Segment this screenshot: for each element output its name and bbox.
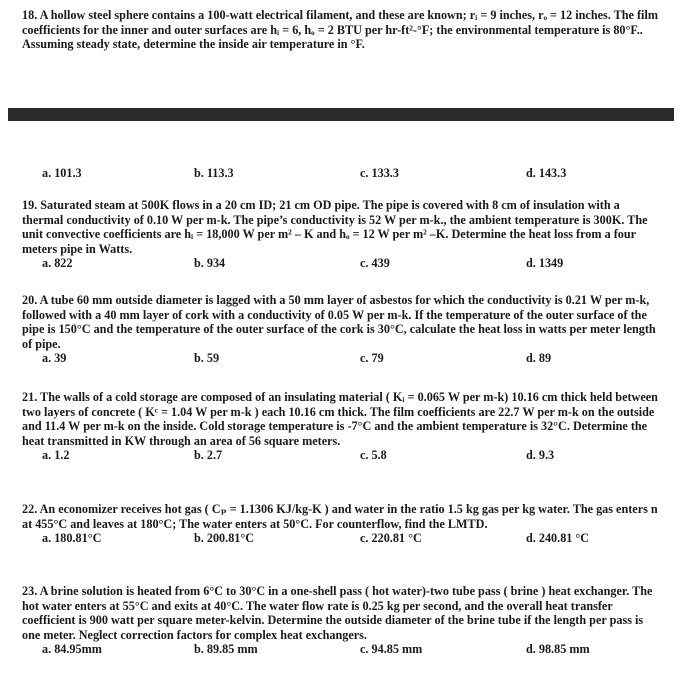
question-20 [22, 293, 662, 366]
option-a[interactable]: a. 1.2 [42, 448, 70, 463]
option-d[interactable]: d. 98.85 mm [526, 642, 590, 657]
option-c[interactable]: c. 94.85 mm [360, 642, 423, 657]
option-d[interactable]: d. 89 [526, 351, 552, 366]
redaction-bar [8, 108, 674, 121]
option-b[interactable]: b. 200.81°C [194, 531, 255, 546]
option-a[interactable]: a. 822 [42, 256, 73, 271]
question-18 [22, 8, 662, 52]
option-b[interactable]: b. 2.7 [194, 448, 223, 463]
option-b[interactable]: b. 89.85 mm [194, 642, 258, 657]
question-20-stem: 20. A tube 60 mm outside diameter is lagged with a 50 mm layer of asbestos for which the conductivity is 0.21 W per m-k, followed with a 40 mm layer of cork with a conductivity of 0.05 W per m-k. If the temperature of the outer surface of the pipe is 150°C and the temperature of the outer surface of the cork is 30°C, calculate the heat loss in watts per meter length of pipe. [22, 293, 656, 351]
option-d[interactable]: d. 240.81 °C [526, 531, 590, 546]
question-18-options [22, 166, 662, 181]
question-23-stem: 23. A brine solution is heated from 6°C to 30°C in a one-shell pass ( hot water)-two tube pass ( brine ) heat exchanger. The hot water enters at 55°C and exits at 40°C. The water flow rate is 0.25 kg per second, and the overall heat transfer coefficient is 900 watt per square meter-kelvin. Determine the outside diameter of the brine tube if the length per pass is one meter. Neglect correction factors for complex heat exchangers. [22, 584, 653, 642]
option-d[interactable]: d. 143.3 [526, 166, 567, 180]
question-23 [22, 584, 662, 657]
option-c[interactable]: c. 220.81 °C [360, 531, 422, 546]
option-b[interactable]: b. 934 [194, 256, 226, 271]
question-19-stem: 19. Saturated steam at 500K flows in a 20 cm ID; 21 cm OD pipe. The pipe is covered with 8 cm of insulation with a thermal conductivity of 0.10 W per m-k. The pipe’s conductivity is 52 W per m-k., the ambient temperature is 300K. The unit convective coefficients are hᵢ = 18,000 W per m² – K and hₒ = 12 W per m² –K. Determine the heat loss from a four meters pipe in Watts. [22, 198, 648, 256]
option-a[interactable]: a. 180.81°C [42, 531, 102, 546]
option-c[interactable]: c. 79 [360, 351, 384, 366]
option-a[interactable]: a. 84.95mm [42, 642, 102, 657]
question-21 [22, 390, 662, 463]
option-d[interactable]: d. 9.3 [526, 448, 555, 463]
option-c[interactable]: c. 5.8 [360, 448, 387, 463]
option-a[interactable]: a. 101.3 [42, 166, 82, 180]
option-b[interactable]: b. 113.3 [194, 166, 234, 180]
question-22 [22, 502, 662, 546]
option-d[interactable]: d. 1349 [526, 256, 564, 271]
question-22-stem: 22. An economizer receives hot gas ( Cₚ = 1.1306 KJ/kg-K ) and water in the ratio 1.5 kg gas per kg water. The gas enters n at 455°C and leaves at 180°C; The water enters at 50°C. For counterflow, find the LMTD. [22, 502, 658, 531]
question-19 [22, 198, 662, 271]
option-a[interactable]: a. 39 [42, 351, 67, 366]
option-c[interactable]: c. 439 [360, 256, 390, 271]
option-c[interactable]: c. 133.3 [360, 166, 399, 180]
question-18-stem: 18. A hollow steel sphere contains a 100-watt electrical filament, and these are known; rᵢ = 9 inches, rₒ = 12 inches. The film coefficients for the inner and outer surfaces are hᵢ = 6, hₒ = 2 BTU per hr-ft²-°F; the environmental temperature is 80°F.. Assuming steady state, determine the inside air temperature in °F. [22, 8, 658, 52]
question-21-stem: 21. The walls of a cold storage are composed of an insulating material ( Kᵢ = 0.065 W per m-k) 10.16 cm thick held between two layers of concrete ( Kᶜ = 1.04 W per m-k ) each 10.16 cm thick. The film coefficients are 22.7 W per m-k on the outside and 11.4 W per m-k on the inside. Cold storage temperature is -7°C and the ambient temperature is 32°C. Determine the heat transmitted in KW through an area of 56 square meters. [22, 390, 658, 448]
option-b[interactable]: b. 59 [194, 351, 220, 366]
